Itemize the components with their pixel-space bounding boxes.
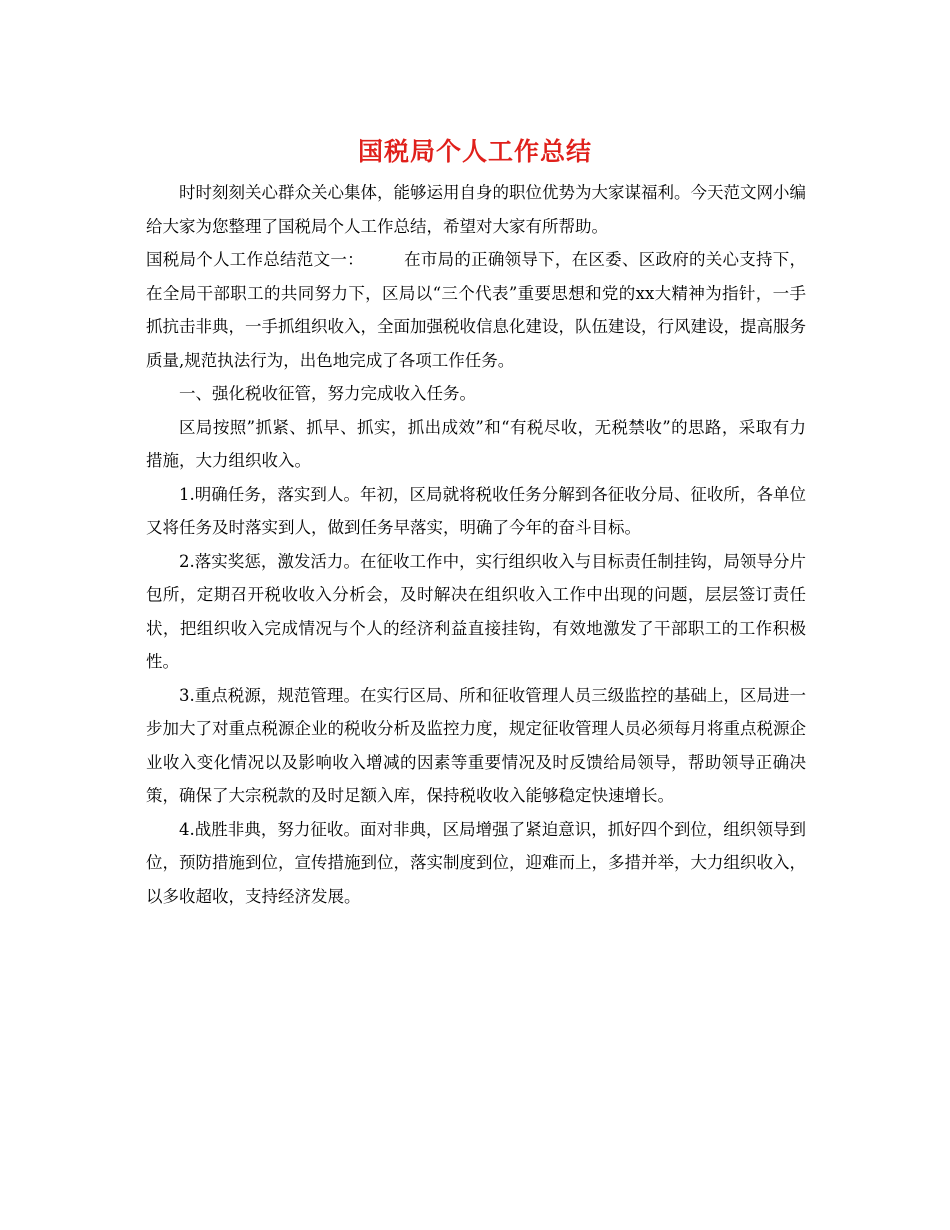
sample-text: 在市局的正确领导下，在区委、区政府的关心支持下，在全局干部职工的共同努力下，区局以“三个代表”重要思想和党的xx大精神为指针，一手抓抗击非典，一手抓组织收入，全面加强税收信息化建设，队伍建设，行风建设，提高服务质量,规范执法行为，出色地完成了各项工作任务。 [146, 250, 807, 370]
sample-label: 国税局个人工作总结范文一： [146, 250, 364, 269]
section-heading-1: 一、强化税收征管，努力完成收入任务。 [179, 384, 476, 403]
intro-paragraph: 时时刻刻关心群众关心集体，能够运用自身的职位优势为大家谋福利。今天范文网小编给大家为您整理了国税局个人工作总结，希望对大家有所帮助。 [146, 183, 806, 236]
approach-paragraph: 区局按照”抓紧、抓早、抓实，抓出成效”和“有税尽收，无税禁收”的思路，采取有力措施，大力组织收入。 [146, 417, 806, 470]
list-item-3: 3.重点税源，规范管理。在实行区局、所和征收管理人员三级监控的基础上，区局进一步加大了对重点税源企业的税收分析及监控力度，规定征收管理人员必须每月将重点税源企业收入变化情况以及影响收入增减的因素等重要情况及时反馈给局领导，帮助领导正确决策，确保了大宗税款的及时足额入库，保持税收收入能够稳定快速增长。 [146, 685, 806, 805]
list-item-1: 1.明确任务，落实到人。年初，区局就将税收任务分解到各征收分局、征收所，各单位又将任务及时落实到人，做到任务早落实，明确了今年的奋斗目标。 [146, 484, 806, 537]
document-body [146, 176, 806, 913]
list-item-2: 2.落实奖惩，激发活力。在征收工作中，实行组织收入与目标责任制挂钩，局领导分片包所，定期召开税收收入分析会，及时解决在组织收入工作中出现的问题，层层签订责任状，把组织收入完成情况与个人的经济利益直接挂钩，有效地激发了干部职工的工作积极性。 [146, 551, 806, 671]
list-item-4: 4.战胜非典，努力征收。面对非典，区局增强了紧迫意识，抓好四个到位，组织领导到位，预防措施到位，宣传措施到位，落实制度到位，迎难而上，多措并举，大力组织收入，以多收超收，支持经济发展。 [146, 819, 806, 906]
document-title: 国税局个人工作总结 [357, 137, 592, 166]
sample-paragraph [146, 243, 806, 377]
